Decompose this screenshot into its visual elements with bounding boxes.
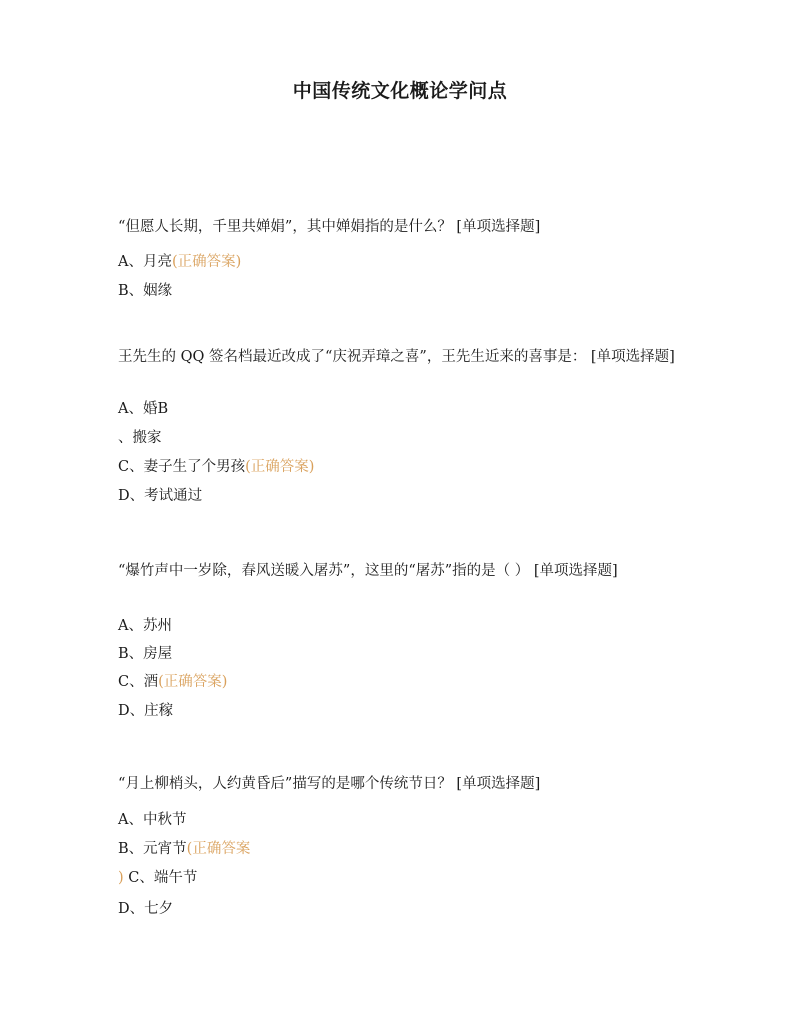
- option-label: C、妻子生了个男孩: [118, 459, 246, 475]
- question-4-option-a: A、中秋节: [118, 812, 187, 828]
- question-3-text: “爆竹声中一岁除，春风送暖入屠苏”，这里的“屠苏”指的是（ ） [单项选择题]: [118, 563, 618, 579]
- option-label: C、酒: [118, 674, 159, 690]
- question-2-option-d: D、考试通过: [118, 488, 203, 504]
- question-4-option-b: [118, 838, 250, 860]
- option-label: A、月亮: [118, 254, 172, 270]
- option-label: C、端午节: [123, 870, 198, 886]
- question-2-text: 王先生的 QQ 签名档最近改成了“庆祝弄璋之喜”，王先生近来的喜事是： [单项选择题]: [118, 349, 675, 365]
- question-4-text: “月上柳梢头，人约黄昏后”描写的是哪个传统节日？ [单项选择题]: [118, 776, 541, 792]
- correct-answer-tag: (正确答案): [245, 459, 315, 475]
- question-4-option-c: [118, 867, 197, 889]
- question-3-option-c: [118, 671, 227, 693]
- question-1-option-b: B、姻缘: [118, 283, 173, 299]
- question-1-option-a: [118, 251, 241, 273]
- correct-answer-tag: (正确答案: [186, 841, 251, 857]
- question-2-option-a: A、婚B: [118, 401, 169, 417]
- question-1-text: “但愿人长期，千里共婵娟”，其中婵娟指的是什么？ [单项选择题]: [118, 219, 541, 235]
- option-label: B、元宵节: [118, 841, 187, 857]
- question-4-option-d: D、七夕: [118, 901, 174, 917]
- question-3-option-a: A、苏州: [118, 618, 172, 634]
- question-2-option-c: [118, 456, 314, 478]
- correct-answer-tag: (正确答案): [171, 254, 242, 270]
- correct-answer-tag: (正确答案): [158, 674, 228, 690]
- document-title: 中国传统文化概论学问点: [292, 80, 508, 102]
- question-3-option-b: B、房屋: [118, 646, 173, 662]
- question-3-option-d: D、庄稼: [118, 703, 174, 719]
- correct-answer-tag-end: ): [118, 870, 124, 886]
- question-2-option-b: 、搬家: [118, 430, 162, 446]
